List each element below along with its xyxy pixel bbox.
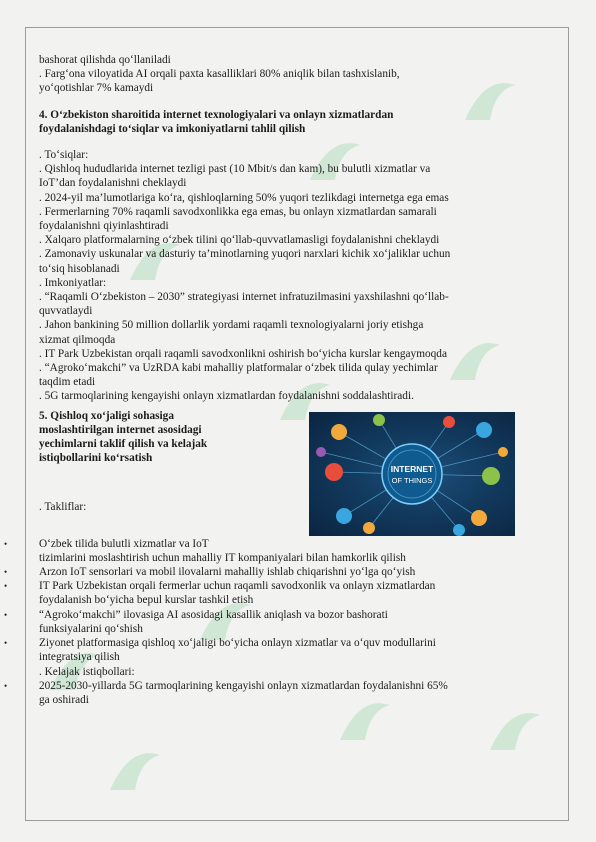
text-line: . Imkoniyatlar: — [39, 276, 107, 289]
bullet-icon: • — [4, 538, 8, 549]
text-line: tizimlarini moslashtirish uchun mahalliy IT kompaniyalari bilan hamkorlik qilish — [39, 551, 406, 564]
text-line: foydalanishni qiyinlashtiradi — [39, 220, 169, 233]
list-item — [4, 565, 559, 579]
text-line: IoT’dan foydalanishni cheklaydi — [39, 177, 187, 190]
text-line: . Qishloq hududlarida internet tezligi past (10 Mbit/s dan kam), bu bulutli xizmatlar va — [39, 163, 431, 176]
list-item — [4, 679, 559, 707]
bullet-icon: • — [4, 567, 8, 578]
heading-line: foydalanishdagi to‘siqlar va imkoniyatlarni tahlil qilish — [39, 122, 306, 135]
list-item — [4, 636, 559, 679]
text-line: . 2024-yil ma’lumotlariga ko‘ra, qishloqlarning 50% yuqori tezlikdagi internetga ega emas — [39, 191, 449, 204]
text-line: xizmat qilmoqda — [39, 333, 116, 346]
heading-line: yechimlarni taklif qilish va kelajak — [39, 438, 208, 451]
intro-block — [39, 53, 559, 96]
text-line: Ziyonet platformasiga qishloq xo‘jaligi bo‘yicha onlayn xizmatlar va o‘quv modullarini — [39, 637, 436, 650]
text-line: . Farg‘ona viloyatida AI orqali paxta kasalliklari 80% aniqlik bilan tashxislanib, — [39, 68, 400, 81]
text-line: . 5G tarmoqlarining kengayishi onlayn xizmatlardan foydalanishni soddalashtiradi. — [39, 390, 414, 403]
iot-caption-line1: INTERNET — [390, 463, 434, 474]
section-5-heading — [39, 409, 289, 466]
internet-of-things-image — [309, 412, 515, 536]
section-5-intro — [39, 409, 559, 537]
text-line: integratsiya qilish — [39, 651, 120, 664]
text-line: funksiyalarini qo‘shish — [39, 622, 143, 635]
text-line: taqdim etadi — [39, 376, 96, 389]
text-line: yo‘qotishlar 7% kamaydi — [39, 82, 154, 95]
text-line: . Zamonaviy uskunalar va dasturiy ta’minotlarning yuqori narxlari kichik xo‘jaliklar uchun — [39, 248, 451, 261]
iot-illustration — [309, 412, 515, 536]
text-line: Arzon IoT sensorlari va mobil ilovalarni mahalliy ishlab chiqarishni yo‘lga qo‘yish — [39, 566, 416, 579]
text-line: bashorat qilishda qo‘llaniladi — [39, 54, 171, 66]
text-line: . Jahon bankining 50 million dollarlik yordami raqamli texnologiyalarni joriy etishga — [39, 319, 424, 332]
list-item — [4, 579, 559, 607]
text-line: . “Raqamli O‘zbekiston – 2030” strategiyasi internet infratuzilmasini yaxshilashni qo‘llab- — [39, 291, 449, 304]
list-item — [4, 537, 559, 565]
bullet-icon: • — [4, 638, 8, 649]
section-4-body — [39, 148, 559, 404]
text-line: . Fermerlarning 70% raqamli savodxonlikka ega emas, bu onlayn xizmatlardan samarali — [39, 205, 437, 218]
document-body — [4, 53, 559, 707]
bullet-icon: • — [4, 581, 8, 592]
section-4-heading — [39, 108, 559, 136]
bullet-icon: • — [4, 680, 8, 691]
text-line: ga oshiradi — [39, 693, 89, 706]
text-line: IT Park Uzbekistan orqali fermerlar uchun raqamli savodxonlik va onlayn xizmatlardan — [39, 580, 436, 593]
heading-line: 4. O‘zbekiston sharoitida internet texnologiyalari va onlayn xizmatlardan — [39, 108, 394, 121]
text-line: . Xalqaro platformalarning o‘zbek tilini qo‘llab-quvvatlamasligi foydalanishni cheklaydi — [39, 234, 440, 247]
text-line: quvvatlaydi — [39, 305, 93, 318]
text-line: . IT Park Uzbekistan orqali raqamli savodxonlikni oshirish bo‘yicha kurslar kengaymoqda — [39, 347, 447, 360]
takliflar-label: . Takliflar: — [39, 500, 87, 513]
proposals-list — [4, 537, 559, 707]
text-line: . “Agroko‘makchi” va UzRDA kabi mahalliy platformalar o‘zbek tilida qulay yechimlar — [39, 362, 438, 375]
heading-line: 5. Qishloq xo‘jaligi sohasiga — [39, 409, 174, 422]
heading-line: moslashtirilgan internet asosidagi — [39, 423, 202, 436]
list-item — [4, 608, 559, 636]
text-line: O‘zbek tilida bulutli xizmatlar va IoT — [39, 537, 209, 550]
text-line: . To‘siqlar: — [39, 149, 89, 162]
text-line: foydalanish bo‘yicha bepul kurslar tashkil etish — [39, 594, 254, 607]
text-line: to‘siq hisoblanadi — [39, 262, 120, 275]
text-line: 2025-2030-yillarda 5G tarmoqlarining kengayishi onlayn xizmatlardan foydalanishni 65% — [39, 679, 448, 692]
text-line: . Kelajak istiqbollari: — [39, 665, 135, 678]
iot-caption-line2: OF THINGS — [391, 475, 433, 485]
bullet-icon: • — [4, 609, 8, 620]
text-line: “Agroko‘makchi” ilovasiga AI asosidagi kasallik aniqlash va bozor bashorati — [39, 608, 388, 621]
heading-line: istiqbollarini ko‘rsatish — [39, 452, 153, 465]
